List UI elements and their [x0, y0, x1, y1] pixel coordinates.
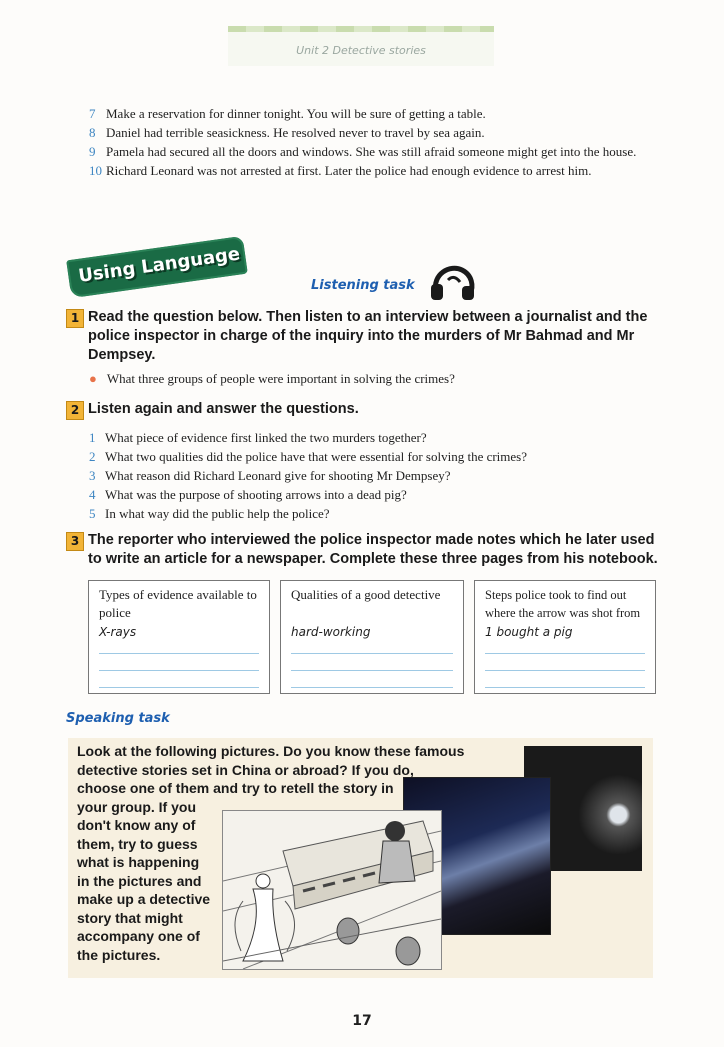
bullet-icon: ● — [89, 371, 97, 386]
answer-line — [99, 670, 259, 671]
list-item — [89, 142, 669, 161]
list-item — [89, 447, 649, 466]
answer-line — [291, 687, 453, 688]
listening-task-title: Listening task — [311, 278, 415, 293]
speaking-line-9: make up a detective — [77, 891, 211, 907]
question-text: In what way did the public help the police? — [105, 506, 330, 521]
task-number-badge: 2 — [66, 401, 84, 420]
task-number-badge: 3 — [66, 532, 84, 551]
item-number: 10 — [89, 163, 102, 178]
speaking-line-11: accompany one of — [77, 928, 200, 944]
notebook-title: Qualities of a good detective — [291, 587, 441, 602]
notebook-entry: X-rays — [99, 625, 137, 639]
item-number: 7 — [89, 106, 96, 121]
bullet-text: What three groups of people were important in solving the crimes? — [106, 371, 455, 386]
illustration-drawing — [223, 811, 441, 969]
list-item — [89, 428, 649, 447]
notebook-page-qualities — [280, 580, 464, 694]
question-text: What piece of evidence first linked the two murders together? — [105, 430, 427, 445]
task-number-badge: 1 — [66, 309, 84, 328]
speaking-line-12: the pictures. — [77, 946, 161, 963]
list-item — [89, 485, 649, 504]
task-2 — [66, 400, 666, 419]
item-text: Pamela had secured all the doors and windows. She was still afraid someone might get into the house. — [106, 144, 637, 159]
list-item — [89, 104, 669, 123]
speaking-line-10: story that might — [77, 909, 183, 926]
task-instruction: Listen again and answer the questions. — [88, 401, 359, 417]
section-banner-label: Using Language — [77, 243, 242, 287]
list-item — [89, 123, 669, 142]
notebook-title: Steps police took to find out where the arrow was shot from — [485, 588, 641, 620]
speaking-line-3: choose one of them and try to retell the story in — [77, 780, 394, 796]
task-instruction: The reporter who interviewed the police inspector made notes which he later used to write an article for a newspaper. Complete these three pages from his notebook. — [88, 532, 658, 567]
speaking-line-5: don't know any of — [77, 817, 196, 833]
answer-line — [99, 653, 259, 654]
item-number: 9 — [89, 144, 96, 159]
item-text: Richard Leonard was not arrested at first. Later the police had enough evidence to arrest him. — [106, 163, 592, 178]
speaking-line-7: what is happening — [77, 854, 200, 870]
question-number: 4 — [89, 487, 96, 502]
exercise-list — [89, 104, 669, 180]
item-number: 8 — [89, 125, 96, 140]
item-text: Make a reservation for dinner tonight. You will be sure of getting a table. — [106, 106, 486, 121]
notebook-page-evidence — [88, 580, 270, 694]
speaking-task-title: Speaking task — [66, 711, 170, 726]
speaking-line-1: Look at the following pictures. Do you know these famous — [77, 743, 465, 759]
question-text: What reason did Richard Leonard give for shooting Mr Dempsey? — [105, 468, 451, 483]
list-item — [89, 504, 649, 523]
question-text: What was the purpose of shooting arrows into a dead pig? — [105, 487, 407, 502]
task-instruction: Read the question below. Then listen to an interview between a journalist and the police inspector in charge of the inquiry into the murders of Mr Bahmad and Mr Dempsey. — [88, 309, 648, 363]
answer-line — [485, 670, 645, 671]
question-text: What two qualities did the police have that were essential for solving the crimes? — [105, 449, 528, 464]
question-number: 2 — [89, 449, 96, 464]
question-list — [89, 428, 649, 523]
page-number: 17 — [352, 1013, 372, 1029]
notebook-title: Types of evidence available to police — [99, 587, 257, 620]
task-3 — [66, 531, 666, 569]
chinese-illustration — [222, 810, 442, 970]
bullet-question — [89, 371, 455, 387]
answer-line — [291, 670, 453, 671]
answer-line — [291, 653, 453, 654]
list-item — [89, 161, 669, 180]
notebook-page-steps — [474, 580, 656, 694]
item-text: Daniel had terrible seasickness. He resolved never to travel by sea again. — [106, 125, 485, 140]
speaking-line-2: detective stories set in China or abroad? If you do, — [77, 761, 414, 778]
notebook-entry: 1 bought a pig — [485, 625, 573, 639]
speaking-line-4: your group. If you — [77, 798, 196, 815]
answer-line — [485, 653, 645, 654]
answer-line — [485, 687, 645, 688]
section-banner — [66, 236, 248, 298]
speaking-line-8: in the pictures and — [77, 872, 202, 889]
question-number: 1 — [89, 430, 96, 445]
list-item — [89, 466, 649, 485]
answer-line — [99, 687, 259, 688]
question-number: 3 — [89, 468, 96, 483]
headphones-icon — [428, 262, 478, 302]
task-1 — [66, 308, 666, 365]
question-number: 5 — [89, 506, 96, 521]
notebook-entry: hard-working — [291, 625, 371, 639]
speaking-line-6: them, try to guess — [77, 835, 198, 852]
unit-title: Unit 2 Detective stories — [296, 44, 426, 57]
